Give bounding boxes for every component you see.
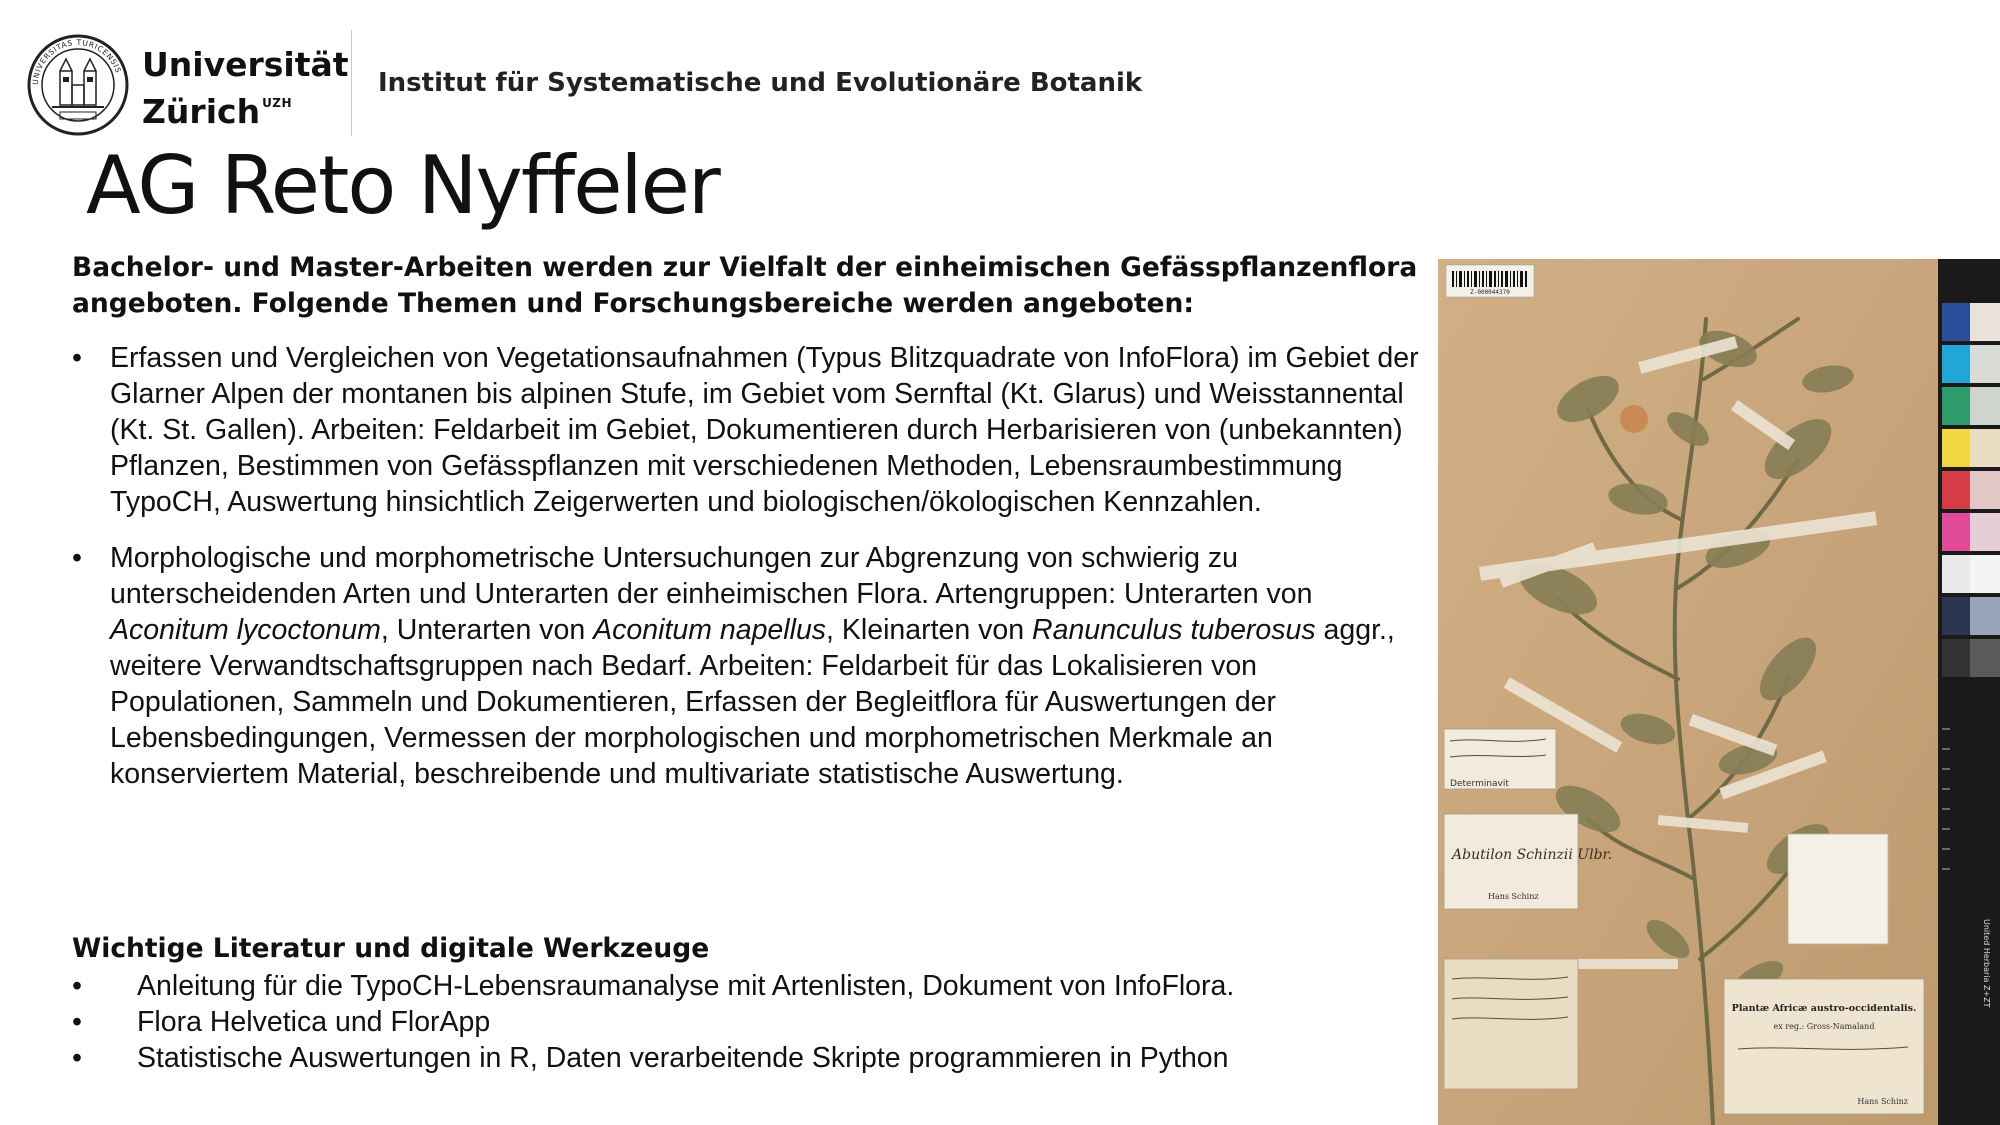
- printed-label-title: Plantæ Africæ austro-occidentalis.: [1731, 1003, 1917, 1014]
- determinavit-text: Determinavit: [1450, 779, 1509, 789]
- topic-text: [110, 542, 1395, 790]
- header-divider: [351, 30, 352, 136]
- scale-label: United Herbaria Z+ZT: [1982, 919, 1991, 1008]
- color-swatches: [1942, 303, 2000, 677]
- svg-text:UNIVERSITAS TURICENSIS: UNIVERSITAS TURICENSIS: [30, 37, 124, 86]
- intro-paragraph: Bachelor- und Master-Arbeiten werden zur Vielfalt der einheimischen Gefässpflanzenflora angeboten. Folgende Themen und Forschungsbereiche werden angeboten:: [72, 252, 1418, 319]
- university-name-line1: Universität: [142, 45, 349, 84]
- printed-label: [1724, 979, 1924, 1114]
- herbarium-specimen-image: [1438, 259, 2000, 1125]
- literature-list: [72, 968, 1427, 1076]
- bullet: •: [72, 1042, 82, 1074]
- bullet: •: [72, 970, 82, 1002]
- handwritten-species: Abutilon Schinzii Ulbr.: [1452, 847, 1613, 863]
- species-label-collector: Hans Schinz: [1488, 892, 1539, 901]
- topic-text-part: aggr., weitere Verwandtschaftsgruppen nach Bedarf. Arbeiten: Feldarbeit für das Lokalisieren von Populationen, Sammeln und Dokumentieren, Erfassen der Begleitflora für Auswertungen der Lebensbedingungen, Vermessen der morphologischen und morphometrischen Merkmale an konserviertem Material, beschreibende und multivariate statistische Auswertung.: [110, 614, 1395, 790]
- species-name: Aconitum napellus: [593, 614, 827, 646]
- species-name: Aconitum lycoctonum: [110, 614, 381, 646]
- printed-label-region: ex reg.: Gross-Namaland: [1773, 1022, 1875, 1031]
- list-item: [72, 340, 1427, 520]
- printed-label-collector: Hans Schinz: [1857, 1097, 1908, 1106]
- list-item: [72, 540, 1427, 792]
- bullet: •: [72, 542, 82, 574]
- literature-item-text: Anleitung für die TypoCH-Lebensraumanalyse mit Artenlisten, Dokument von InfoFlora.: [137, 970, 1235, 1002]
- topic-text-part: Morphologische und morphometrische Untersuchungen zur Abgrenzung von schwierig zu unterscheidenden Arten und Unterarten der einheimischen Flora. Artengruppen: Unterarten von: [110, 542, 1313, 610]
- list-item: [72, 1004, 1427, 1040]
- topic-text-part: , Unterarten von: [380, 614, 594, 646]
- list-item: [72, 1040, 1427, 1076]
- literature-heading: Wichtige Literatur und digitale Werkzeuge: [72, 933, 710, 964]
- list-item: [72, 968, 1427, 1004]
- university-name: [142, 46, 349, 131]
- envelope: [1788, 834, 1888, 944]
- university-abbreviation: UZH: [262, 96, 293, 110]
- university-city: Zürich: [142, 92, 261, 131]
- topic-text-part: , Kleinarten von: [826, 614, 1033, 646]
- header: [0, 0, 2000, 150]
- topics-list: [72, 340, 1427, 812]
- literature-item-text: Statistische Auswertungen in R, Daten verarbeitende Skripte programmieren in Python: [137, 1042, 1229, 1074]
- bullet: •: [72, 342, 82, 374]
- university-seal-logo: [26, 33, 130, 137]
- university-name-line2: [142, 84, 349, 131]
- literature-item-text: Flora Helvetica und FlorApp: [137, 1006, 491, 1038]
- species-name: Ranunculus tuberosus: [1032, 614, 1316, 646]
- bullet: •: [72, 1006, 82, 1038]
- barcode-number: Z-000044370: [1470, 289, 1510, 296]
- flower: [1620, 405, 1648, 433]
- page-title: AG Reto Nyffeler: [86, 139, 719, 232]
- topic-text: Erfassen und Vergleichen von Vegetationsaufnahmen (Typus Blitzquadrate von InfoFlora) im Gebiet der Glarner Alpen der montanen bis alpinen Stufe, im Gebiet vom Sernftal (Kt. Glarus) und Weisstannental (Kt. St. Gallen). Arbeiten: Feldarbeit im Gebiet, Dokumentieren durch Herbarisieren von (unbekannten) Pflanzen, Bestimmen von Gefässpflanzen mit verschiedenen Methoden, Lebensraumbestimmung TypoCH, Auswertung hinsichtlich Zeigerwerten und biologischen/ökologischen Kennzahlen.: [110, 342, 1419, 518]
- institute-name: Institut für Systematische und Evolutionäre Botanik: [378, 68, 1143, 98]
